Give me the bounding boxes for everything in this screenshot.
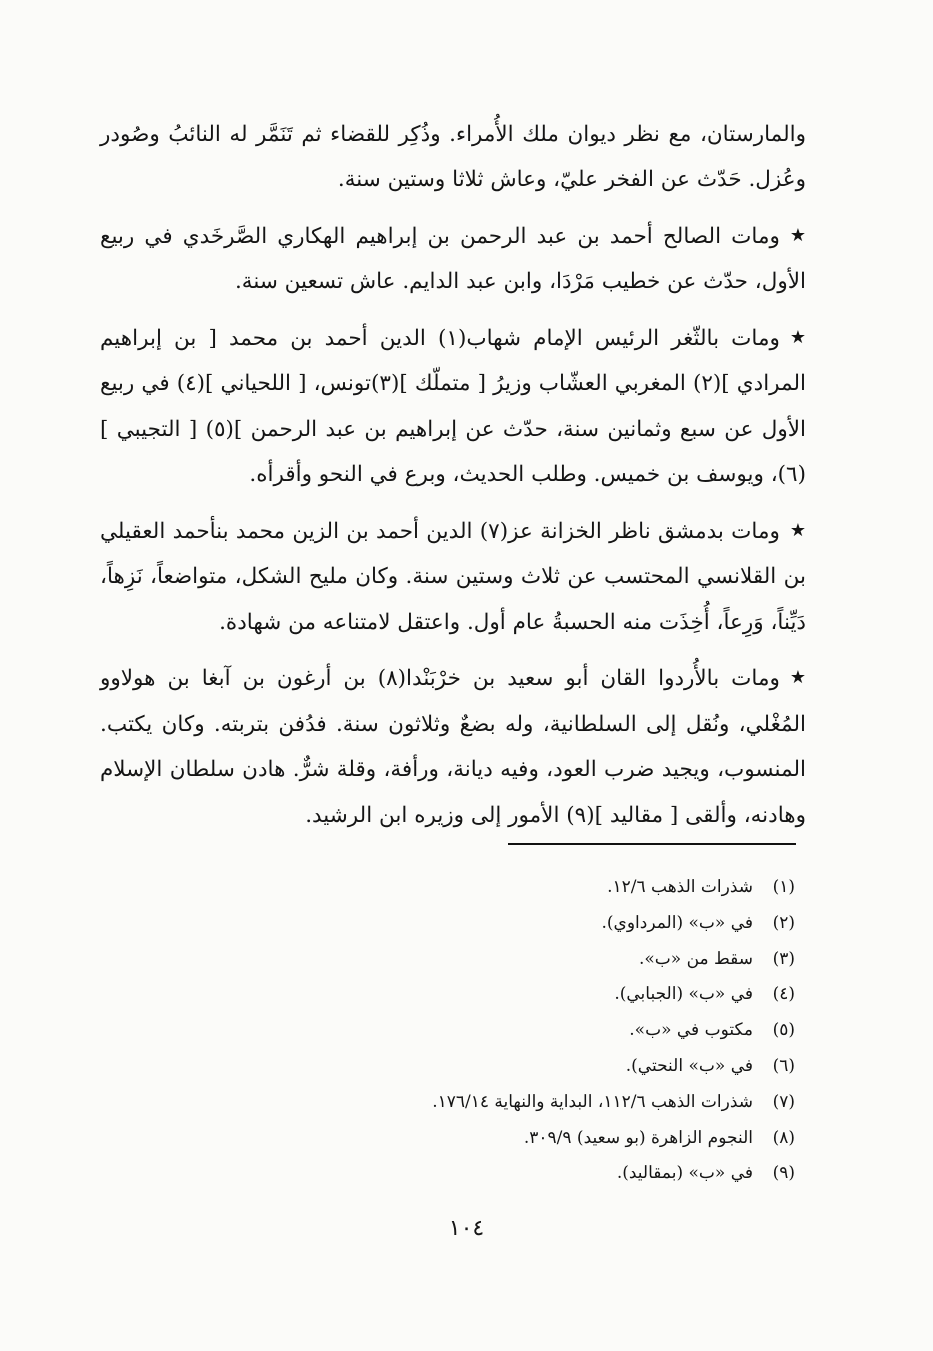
footnote-7 xyxy=(235,1085,795,1121)
footnote-2 xyxy=(235,906,795,942)
paragraph-4 xyxy=(100,508,806,646)
footnote-text: سقط من «ب». xyxy=(638,948,753,969)
footnote-4 xyxy=(235,977,795,1013)
footnote-9 xyxy=(235,1156,795,1192)
page-number: ١٠٤ xyxy=(448,1216,485,1241)
footnote-5 xyxy=(235,1013,795,1049)
paragraph-3 xyxy=(100,315,806,498)
footnote-text: في «ب» (بمقاليد). xyxy=(616,1163,753,1184)
main-text xyxy=(100,66,806,848)
footnote-number: (٩) xyxy=(772,1163,795,1184)
footnote-text: شذرات الذهب ١٢/٦. xyxy=(607,877,753,897)
paragraph-1 xyxy=(100,66,806,203)
star-icon: ★ xyxy=(789,224,806,246)
footnote-text: مكتوب في «ب». xyxy=(629,1020,753,1041)
footnote-1 xyxy=(235,870,795,906)
paragraph-text: والمارستان، مع نظر ديوان ملك الأُمراء. وذُكِر للقضاء ثم تَنَمَّر له النائبُ وصُودر وعُزل. حَدّث عن الفخر عليّ، وعاش ثلاثا وستين سنة. xyxy=(100,121,806,192)
footnote-number: (٤) xyxy=(772,984,795,1005)
footnote-number: (٦) xyxy=(772,1055,795,1076)
star-icon: ★ xyxy=(789,326,806,348)
paragraph-text: ومات بدمشق ناظر الخزانة عز(٧) الدين أحمد بن الزين محمد بنأحمد العقيلي بن القلانسي المحتسب عن ثلاث وستين سنة. وكان مليح الشكل، متواضعاً، نَزِهاً، دَيِّناً، وَرِعاً، أُخِذَت منه الحسبةُ عام أول. واعتقل لامتناعه من شهادة. xyxy=(100,518,806,635)
paragraph-5 xyxy=(100,655,806,838)
paragraph-text: ومات الصالح أحمد بن عبد الرحمن بن إبراهيم الهكاري الصَّرخَدي في ربيع الأول، حدّث عن خطيب مَرْدَا، وابن عبد الدايم. عاش تسعين سنة. xyxy=(100,223,806,294)
footnote-number: (٥) xyxy=(772,1020,795,1041)
footnote-number: (٨) xyxy=(772,1127,795,1148)
footnote-number: (٣) xyxy=(772,948,795,969)
star-icon: ★ xyxy=(789,667,807,688)
footnote-8 xyxy=(235,1121,795,1157)
footnote-3 xyxy=(235,942,795,978)
star-icon: ★ xyxy=(789,519,807,541)
footnote-text: في «ب» (المرداوي). xyxy=(601,912,753,933)
footnote-divider xyxy=(508,843,796,845)
paragraph-text: ومات بالأُردوا القان أبو سعيد بن خرْبَنْدا(٨) بن أرغون بن آبغا بن هولاوو المُغْلي، ونُقل إلى السلطانية، وله بضعٌ وثلاثون سنة. فدُفن بتربته. وكان يكتب. المنسوب، ويجيد ضرب العود، وفيه ديانة، ورأفة، وقلة شرٌّ. هادن سلطان الإسلام وهادنه، وألقى [ مقاليد ](٩) الأمور إلى وزيره ابن الرشيد. xyxy=(100,666,806,828)
footnote-6 xyxy=(235,1049,795,1085)
paragraph-text: ومات بالثّغر الرئيس الإمام شهاب(١) الدين أحمد بن محمد [ بن إبراهيم المرادي ](٢) المغربي العشّاب وزيرُ [ متملّك ](٣)تونس، [ اللحياني ](٤) في ربيع الأول عن سبع وثمانين سنة، حدّث عن إبراهيم بن عبد الرحمن ](٥) [ التجيبي ](٦)، ويوسف بن خميس. وطلب الحديث، وبرع في النحو وأقرأه. xyxy=(100,325,806,487)
footnote-text: النجوم الزاهرة (بو سعيد) ٣٠٩/٩. xyxy=(523,1127,753,1148)
footnote-text: في «ب» (الجبابي). xyxy=(614,984,753,1005)
footnote-text: شذرات الذهب ١١٢/٦، البداية والنهاية ١٧٦/١٤. xyxy=(432,1091,753,1112)
footnote-number: (٢) xyxy=(772,912,795,933)
footnote-number: (١) xyxy=(772,877,795,897)
footnote-number: (٧) xyxy=(772,1091,795,1112)
footnote-text: في «ب» النحتي). xyxy=(625,1055,753,1076)
paragraph-2 xyxy=(100,213,806,305)
footnotes xyxy=(235,870,795,1192)
